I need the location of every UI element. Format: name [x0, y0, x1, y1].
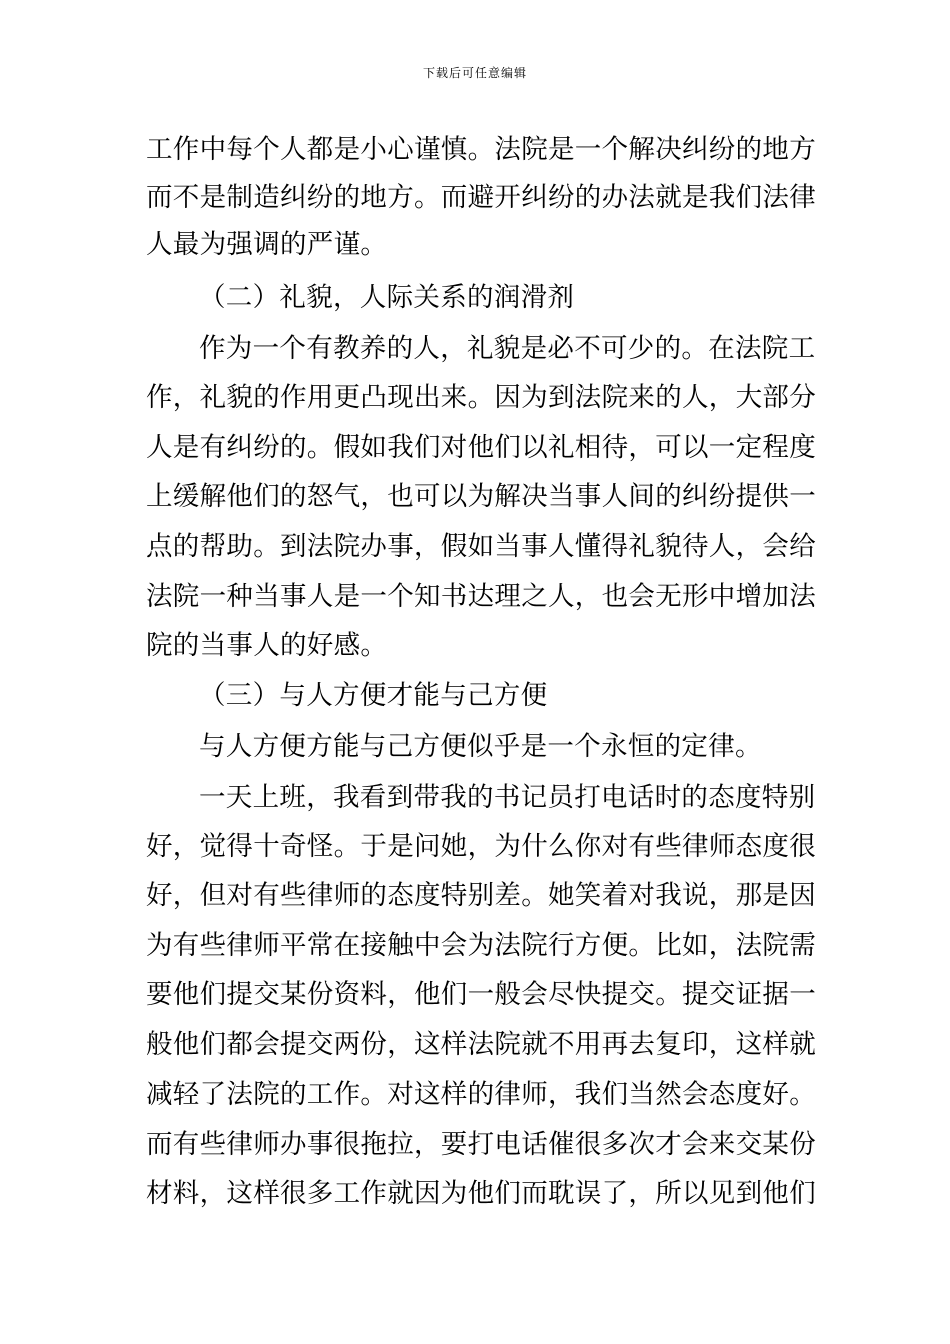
text-line: 院的当事人的好感。: [146, 630, 388, 661]
text-line: 好，觉得十奇怪。于是问她，为什么你对有些律师态度很: [146, 831, 816, 862]
text-line: 材料，这样很多工作就因为他们而耽误了，所以见到他们: [146, 1178, 816, 1209]
text-line: 人最为强调的严谨。: [146, 229, 388, 260]
text-line: 而不是制造纠纷的地方。而避开纠纷的办法就是我们法律: [146, 182, 816, 213]
text-line: 为有些律师平常在接触中会为法院行方便。比如，法院需: [146, 930, 816, 961]
text-line: 般他们都会提交两份，这样法院就不用再去复印，这样就: [146, 1029, 816, 1060]
text-line: 工作中每个人都是小心谨慎。法院是一个解决纠纷的地方: [146, 134, 816, 165]
text-line: 一天上班，我看到带我的书记员打电话时的态度特别: [199, 782, 816, 813]
text-line: 而有些律师办事很拖拉，要打电话催很多次才会来交某份: [146, 1129, 816, 1160]
text-line: 作，礼貌的作用更凸现出来。因为到法院来的人，大部分: [146, 382, 816, 413]
text-line: 作为一个有教养的人，礼貌是必不可少的。在法院工: [199, 333, 816, 364]
text-line: 人是有纠纷的。假如我们对他们以礼相待，可以一定程度: [146, 432, 816, 463]
text-line: 要他们提交某份资料，他们一般会尽快提交。提交证据一: [146, 979, 816, 1010]
section-heading: （三）与人方便才能与己方便: [199, 680, 548, 711]
section-heading: （二）礼貌，人际关系的润滑剂: [199, 282, 575, 313]
page-header: 下载后可任意编辑: [422, 66, 527, 80]
text-line: 法院一种当事人是一个知书达理之人，也会无形中增加法: [146, 581, 816, 612]
text-line: 点的帮助。到法院办事，假如当事人懂得礼貌待人，会给: [146, 531, 816, 562]
text-line: 上缓解他们的怒气，也可以为解决当事人间的纠纷提供一: [146, 481, 816, 512]
text-line: 好，但对有些律师的态度特别差。她笑着对我说，那是因: [146, 880, 816, 911]
text-line: 与人方便方能与己方便似乎是一个永恒的定律。: [199, 731, 762, 762]
text-line: 减轻了法院的工作。对这样的律师，我们当然会态度好。: [146, 1079, 816, 1110]
